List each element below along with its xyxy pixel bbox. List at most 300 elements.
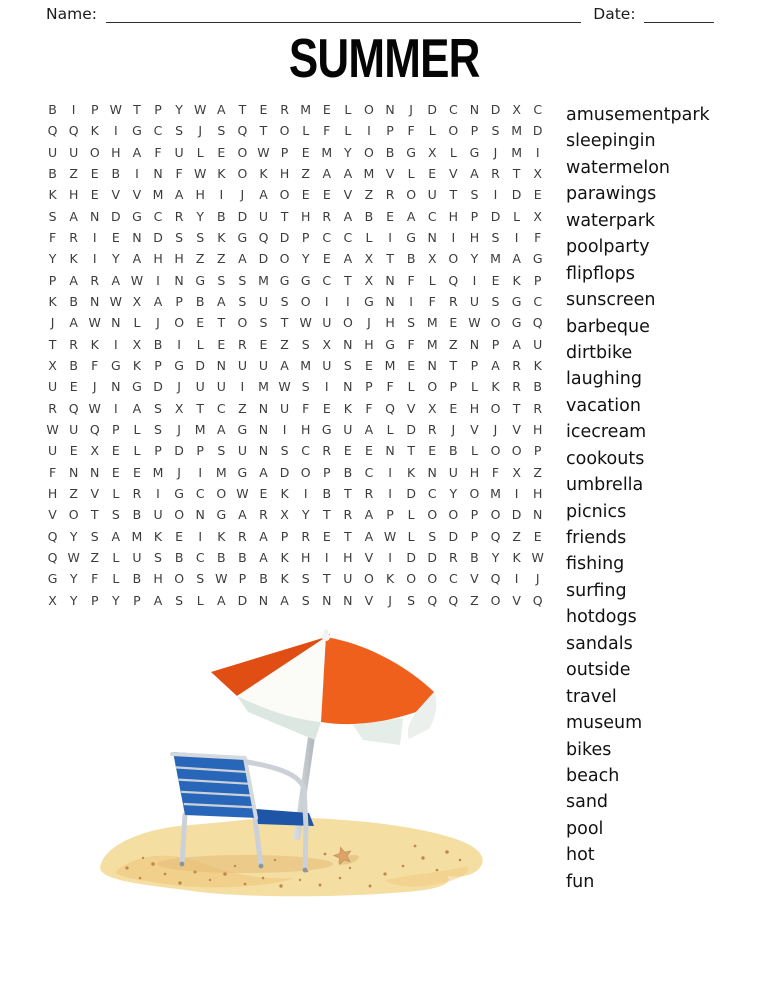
grid-letter: H [47, 486, 58, 502]
grid-letter: V [470, 422, 479, 438]
grid-letter: F [175, 166, 183, 182]
grid-letter: D [448, 528, 459, 544]
word-list-item: laughing [566, 369, 642, 390]
grid-letter: K [153, 528, 163, 544]
grid-letter: L [428, 123, 436, 139]
grid-letter: X [427, 400, 437, 416]
grid-letter: H [448, 208, 459, 224]
grid-letter: Q [258, 230, 269, 246]
grid-letter: G [132, 123, 142, 139]
grid-letter: F [534, 230, 542, 246]
grid-letter: A [343, 251, 353, 267]
grid-letter: C [448, 102, 458, 118]
grid-letter: R [448, 550, 458, 566]
grid-letter: X [132, 294, 142, 310]
grid-letter: O [490, 443, 501, 459]
grid-letter: N [90, 294, 100, 310]
grid-letter: X [322, 336, 332, 352]
grid-letter: D [427, 102, 438, 118]
grid-letter: C [216, 400, 226, 416]
grid-letter: E [69, 443, 78, 459]
grid-letter: R [448, 294, 458, 310]
grid-letter: I [388, 486, 392, 502]
grid-letter: W [109, 294, 123, 310]
grid-letter: F [323, 123, 331, 139]
grid-letter: Q [89, 422, 100, 438]
grid-letter: U [153, 507, 163, 523]
grid-letter: A [364, 422, 374, 438]
grid-letter: V [111, 187, 121, 203]
grid-letter: B [132, 571, 142, 587]
word-list-item: museum [566, 713, 643, 734]
word-list-item: waterpark [566, 210, 656, 231]
grid-letter: B [174, 550, 184, 566]
grid-letter: A [280, 358, 289, 374]
grid-letter: Q [47, 123, 58, 139]
grid-letter: T [322, 571, 331, 587]
grid-letter: E [69, 379, 78, 395]
grid-letter: O [448, 251, 459, 267]
grid-letter: G [237, 230, 248, 246]
grid-letter: A [470, 166, 479, 182]
grid-letter: A [69, 315, 78, 331]
grid-letter: Y [69, 571, 78, 587]
grid-letter: X [512, 102, 521, 118]
grid-letter: A [364, 528, 374, 544]
grid-letter: O [490, 592, 501, 608]
grid-letter: N [385, 102, 395, 118]
grid-letter: O [448, 507, 459, 523]
grid-letter: Q [68, 400, 79, 416]
grid-letter: P [386, 507, 394, 523]
grid-letter: K [280, 571, 289, 587]
word-list-item: pool [566, 818, 604, 839]
grid-letter: K [69, 251, 78, 267]
grid-letter: Y [301, 251, 310, 267]
grid-letter: I [472, 272, 477, 288]
grid-letter: Z [195, 251, 205, 267]
grid-letter: A [217, 592, 226, 608]
grid-letter: P [322, 464, 331, 480]
grid-letter: S [111, 507, 120, 523]
grid-letter: S [48, 208, 57, 224]
grid-letter: B [217, 208, 226, 224]
grid-letter: T [322, 507, 331, 523]
grid-letter: W [257, 144, 270, 160]
grid-letter: F [91, 358, 99, 374]
grid-letter: S [491, 294, 500, 310]
grid-letter: E [322, 400, 331, 416]
grid-letter: A [259, 187, 268, 203]
grid-letter: F [302, 400, 310, 416]
grid-letter: U [280, 400, 290, 416]
grid-letter: S [196, 230, 205, 246]
date-label: Date: [593, 5, 636, 23]
grid-letter: H [385, 315, 395, 331]
grid-letter: R [512, 379, 521, 395]
grid-letter: E [111, 464, 120, 480]
grid-letter: A [217, 422, 226, 438]
grid-letter: E [365, 443, 373, 459]
grid-letter: H [111, 144, 121, 160]
grid-letter: L [302, 123, 310, 139]
grid-letter: A [322, 166, 332, 182]
grid-letter: L [407, 166, 415, 182]
grid-letter: F [48, 464, 57, 480]
grid-letter: B [69, 358, 78, 374]
word-list-item: barbeque [566, 316, 650, 337]
grid-letter: L [133, 422, 141, 438]
grid-letter: E [428, 166, 437, 182]
grid-letter: K [533, 358, 542, 374]
grid-letter: I [493, 187, 498, 203]
grid-letter: T [48, 336, 57, 352]
grid-letter: H [174, 251, 184, 267]
word-list-item: poolparty [566, 237, 650, 258]
grid-letter: Y [48, 251, 57, 267]
grid-letter: O [364, 571, 374, 587]
grid-letter: A [343, 166, 353, 182]
grid-letter: E [533, 187, 542, 203]
grid-letter: L [470, 379, 478, 395]
grid-letter: N [343, 592, 353, 608]
grid-letter: N [385, 294, 395, 310]
grid-letter: P [491, 336, 500, 352]
grid-letter: N [258, 443, 269, 459]
grid-letter: L [449, 144, 457, 160]
grid-letter: S [217, 123, 226, 139]
grid-letter: F [428, 294, 436, 310]
grid-letter: N [90, 208, 100, 224]
grid-letter: M [490, 486, 501, 502]
grid-letter: R [343, 507, 353, 523]
grid-letter: S [301, 571, 310, 587]
grid-letter: H [343, 550, 353, 566]
grid-letter: O [279, 251, 290, 267]
grid-letter: N [132, 230, 142, 246]
grid-letter: L [196, 592, 204, 608]
grid-letter: P [470, 208, 479, 224]
grid-letter: M [426, 336, 438, 352]
grid-letter: A [238, 507, 247, 523]
grid-letter: G [511, 294, 522, 310]
grid-letter: E [386, 208, 394, 224]
beach-scene-illustration [85, 628, 505, 913]
grid-letter: P [470, 528, 479, 544]
grid-letter: K [217, 230, 226, 246]
grid-letter: O [427, 507, 438, 523]
grid-letter: Z [301, 166, 310, 182]
grid-letter: I [219, 187, 224, 203]
grid-letter: H [533, 486, 543, 502]
word-list-item: watermelon [566, 157, 671, 178]
grid-letter: W [194, 166, 207, 182]
grid-letter: O [279, 123, 290, 139]
grid-letter: J [92, 379, 97, 395]
grid-letter: F [491, 464, 500, 480]
grid-letter: A [217, 294, 226, 310]
grid-letter: N [322, 592, 332, 608]
grid-letter: G [406, 230, 416, 246]
grid-letter: L [365, 230, 373, 246]
grid-letter: C [322, 272, 332, 288]
word-list-item: fun [566, 871, 595, 892]
grid-letter: A [153, 294, 163, 310]
word-list-item: sand [566, 792, 609, 813]
grid-letter: W [194, 102, 207, 118]
grid-letter: J [388, 592, 392, 608]
grid-letter: O [469, 486, 480, 502]
grid-letter: M [131, 528, 143, 544]
grid-letter: V [364, 550, 374, 566]
grid-letter: B [132, 507, 142, 523]
grid-letter: H [279, 166, 290, 182]
grid-letter: U [195, 379, 205, 395]
grid-letter: O [300, 294, 311, 310]
grid-letter: B [449, 443, 458, 459]
grid-letter: I [514, 230, 519, 246]
grid-letter: V [385, 166, 395, 182]
grid-letter: A [174, 187, 184, 203]
word-list-item: flipflops [566, 263, 635, 284]
grid-letter: O [174, 571, 185, 587]
grid-letter: S [217, 272, 226, 288]
grid-letter: P [470, 358, 479, 374]
grid-letter: D [490, 208, 501, 224]
grid-letter: X [364, 272, 374, 288]
grid-letter: K [217, 166, 226, 182]
grid-letter: S [217, 443, 226, 459]
word-list-item: umbrella [566, 475, 644, 496]
grid-letter: Y [470, 251, 479, 267]
grid-letter: D [279, 230, 290, 246]
grid-letter: I [324, 294, 329, 310]
word-list-item: sandals [566, 633, 633, 654]
word-list-item: bikes [566, 739, 612, 760]
grid-letter: Q [490, 528, 501, 544]
leg-foot [303, 868, 308, 873]
grid-letter: B [153, 336, 163, 352]
grid-letter: G [110, 358, 121, 374]
grid-letter: W [531, 550, 544, 566]
grid-letter: C [301, 443, 311, 459]
grid-letter: M [300, 102, 312, 118]
grid-letter: T [344, 528, 352, 544]
grid-letter: A [111, 528, 121, 544]
grid-letter: R [322, 208, 332, 224]
grid-letter: W [215, 571, 228, 587]
grid-letter: I [198, 528, 203, 544]
grid-letter: E [90, 166, 99, 182]
grid-letter: J [409, 102, 413, 118]
grid-letter: I [514, 571, 519, 587]
grid-letter: S [280, 294, 289, 310]
grid-letter: Q [490, 571, 501, 587]
grid-letter: S [90, 528, 99, 544]
grid-letter: L [196, 336, 204, 352]
grid-letter: A [69, 208, 78, 224]
leg-foot [180, 862, 185, 867]
grid-letter: N [385, 443, 395, 459]
grid-letter: W [383, 528, 397, 544]
grid-letter: I [282, 422, 287, 438]
title-row [0, 26, 768, 90]
grid-letter: I [388, 230, 392, 246]
grid-letter: A [238, 251, 247, 267]
grid-letter: L [133, 315, 141, 331]
grid-letter: A [132, 400, 142, 416]
word-list-item: travel [566, 686, 617, 707]
grid-letter: P [470, 507, 479, 523]
grid-letter: Q [47, 528, 58, 544]
grid-letter: O [342, 315, 353, 331]
grid-letter: X [533, 208, 542, 224]
grid-letter: G [237, 464, 248, 480]
grid-letter: V [90, 486, 100, 502]
grid-letter: O [237, 315, 248, 331]
grid-letter: S [154, 422, 162, 438]
grid-letter: O [511, 443, 522, 459]
grid-letter: X [48, 592, 57, 608]
grid-letter: L [428, 272, 436, 288]
grid-letter: Z [217, 251, 226, 267]
grid-letter: X [90, 443, 100, 459]
grid-letter: G [47, 571, 58, 587]
grid-letter: L [133, 443, 141, 459]
grid-letter: I [388, 550, 392, 566]
grid-letter: I [240, 379, 245, 395]
grid-letter: N [258, 592, 269, 608]
grid-letter: G [216, 507, 227, 523]
grid-letter: A [280, 592, 289, 608]
grid-letter: D [174, 443, 184, 459]
grid-letter: S [238, 272, 247, 288]
grid-letter: A [132, 251, 142, 267]
grid-letter: O [364, 102, 374, 118]
word-list-item: picnics [566, 501, 627, 522]
grid-letter: S [428, 528, 437, 544]
grid-letter: I [198, 464, 203, 480]
grid-letter: E [301, 144, 310, 160]
grid-letter: D [195, 358, 206, 374]
grid-letter: U [258, 208, 269, 224]
grid-letter: J [451, 422, 456, 438]
grid-letter: T [280, 208, 289, 224]
grid-letter: U [47, 443, 58, 459]
grid-letter: A [512, 336, 521, 352]
grid-letter: U [322, 358, 332, 374]
grid-letter: C [153, 123, 163, 139]
grid-letter: P [154, 358, 162, 374]
grid-letter: T [238, 102, 247, 118]
grid-letter: A [259, 550, 268, 566]
grid-letter: H [364, 336, 374, 352]
grid-letter: V [449, 166, 458, 182]
grid-letter: P [238, 571, 247, 587]
grid-letter: O [89, 144, 100, 160]
grid-letter: G [132, 379, 142, 395]
grid-letter: F [91, 571, 99, 587]
grid-letter: R [69, 230, 78, 246]
grid-letter: R [512, 358, 521, 374]
grid-letter: J [240, 187, 245, 203]
word-list-item: surfing [566, 580, 627, 601]
grid-letter: C [427, 486, 437, 502]
grid-letter: U [237, 358, 247, 374]
grid-letter: R [132, 486, 142, 502]
grid-letter: T [133, 102, 141, 118]
grid-letter: I [514, 486, 519, 502]
grid-letter: B [259, 571, 268, 587]
grid-letter: A [491, 358, 500, 374]
grid-letter: E [259, 336, 268, 352]
grid-letter: J [177, 464, 181, 480]
grid-letter: R [48, 400, 57, 416]
grid-letter: V [132, 187, 142, 203]
grid-letter: Y [69, 592, 78, 608]
grid-letter: E [322, 251, 331, 267]
grid-letter: L [344, 123, 352, 139]
grid-letter: U [427, 187, 437, 203]
grid-letter: N [174, 272, 184, 288]
grid-letter: P [470, 123, 479, 139]
grid-letter: O [490, 400, 501, 416]
grid-letter: K [132, 358, 142, 374]
grid-letter: Y [344, 144, 352, 160]
word-list-item: amusementpark [566, 105, 710, 125]
grid-letter: O [364, 144, 374, 160]
grid-letter: M [152, 187, 164, 203]
grid-letter: V [364, 592, 374, 608]
grid-letter: R [364, 486, 374, 502]
grid-letter: P [533, 272, 542, 288]
grid-letter: M [152, 464, 164, 480]
grid-letter: M [511, 123, 522, 139]
grid-letter: E [428, 443, 437, 459]
grid-letter: C [533, 102, 543, 118]
grid-letter: Z [364, 187, 374, 203]
grid-letter: Y [196, 208, 205, 224]
grid-letter: W [88, 400, 101, 416]
grid-letter: E [259, 486, 268, 502]
grid-letter: E [175, 528, 184, 544]
grid-letter: K [280, 550, 289, 566]
grid-letter: L [407, 507, 415, 523]
word-list [566, 102, 710, 895]
grid-letter: O [174, 507, 185, 523]
grid-letter: L [344, 102, 352, 118]
grid-letter: R [280, 102, 289, 118]
grid-letter: S [470, 187, 479, 203]
grid-letter: E [90, 187, 99, 203]
grid-letter: P [365, 379, 373, 395]
grid-letter: Z [90, 550, 100, 566]
grid-letter: O [279, 187, 290, 203]
grid-letter: X [364, 251, 374, 267]
grid-letter: G [195, 272, 206, 288]
grid-letter: S [301, 379, 310, 395]
grid-letter: B [470, 550, 479, 566]
grid-letter: K [280, 486, 289, 502]
grid-letter: I [303, 486, 308, 502]
grid-letter: F [48, 230, 57, 246]
grid-letter: K [90, 336, 99, 352]
grid-letter: O [216, 486, 227, 502]
word-list-item: outside [566, 660, 631, 681]
grid-letter: T [449, 187, 458, 203]
grid-letter: O [490, 315, 501, 331]
grid-letter: X [427, 144, 437, 160]
